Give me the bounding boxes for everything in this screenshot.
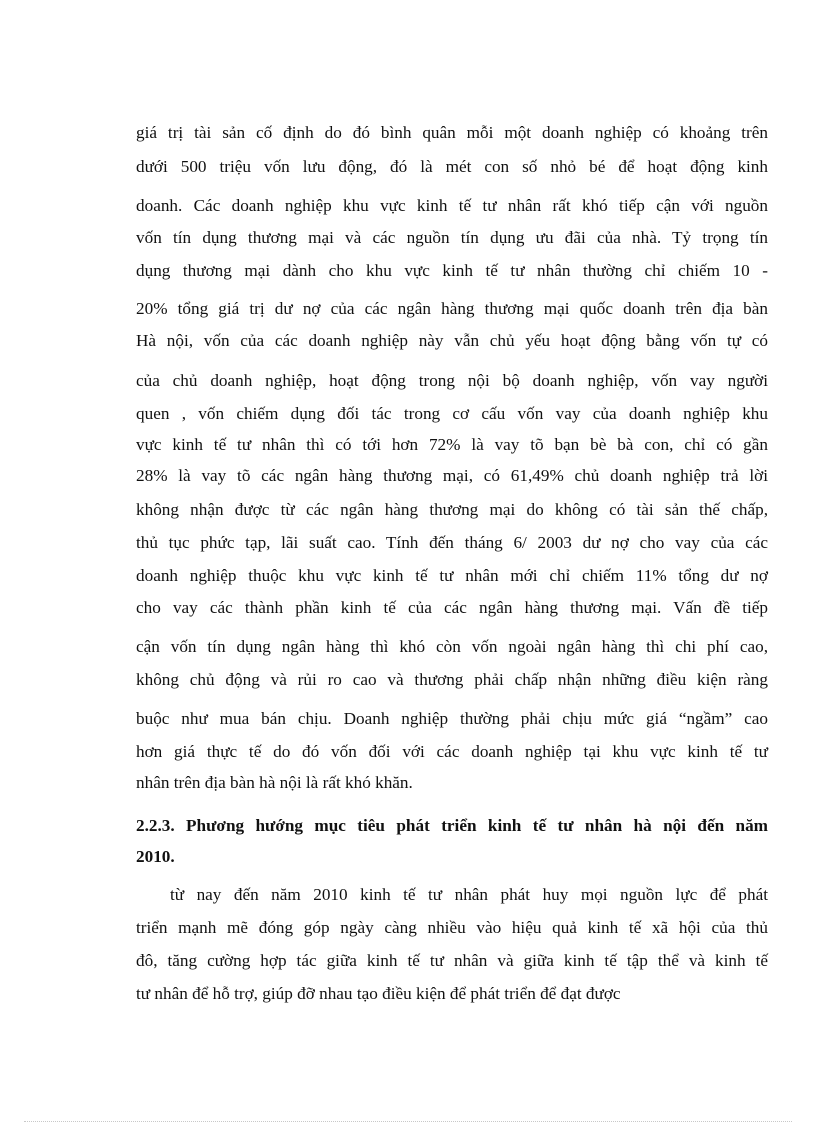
paragraph-line: Hà nội, vốn của các doanh nghiệp này vẫn chủ yếu hoạt động bằng vốn tự có	[136, 331, 768, 350]
paragraph-line: triển mạnh mẽ đóng góp ngày càng nhiều vào hiệu quả kinh tế xã hội của thủ	[136, 918, 768, 937]
paragraph-line: đô, tăng cường hợp tác giữa kinh tế tư nhân và giữa kinh tế tập thể và kinh tế	[136, 951, 768, 970]
paragraph-line: nhân trên địa bàn hà nội là rất khó khăn.	[136, 773, 413, 792]
paragraph-line: không chủ động và rủi ro cao và thương phải chấp nhận những điều kiện ràng	[136, 670, 768, 689]
paragraph-line: hơn giá thực tế do đó vốn đối với các doanh nghiệp tại khu vực kinh tế tư	[136, 742, 768, 761]
paragraph-line: dụng thương mại dành cho khu vực kinh tế tư nhân thường chỉ chiếm 10 -	[136, 261, 768, 280]
paragraph-line: vực kinh tế tư nhân thì có tới hơn 72% là vay tõ bạn bè bà con, chỉ có gần	[136, 435, 768, 454]
section-heading-line: 2.2.3. Phương hướng mục tiêu phát triển kinh tế tư nhân hà nội đến năm	[136, 816, 768, 835]
paragraph-line: buộc như mua bán chịu. Doanh nghiệp thường phải chịu mức giá “ngầm” cao	[136, 709, 768, 728]
paragraph-line: cho vay các thành phần kinh tế của các ngân hàng thương mại. Vấn đề tiếp	[136, 598, 768, 617]
paragraph-line: thủ tục phức tạp, lãi suất cao. Tính đến tháng 6/ 2003 dư nợ cho vay của các	[136, 533, 768, 552]
page-bottom-divider	[24, 1121, 792, 1122]
paragraph-line: giá trị tài sản cố định do đó bình quân mỗi một doanh nghiệp có khoảng trên	[136, 123, 768, 142]
paragraph-line: 20% tổng giá trị dư nợ của các ngân hàng thương mại quốc doanh trên địa bàn	[136, 299, 768, 318]
paragraph-line: tư nhân để hỗ trợ, giúp đỡ nhau tạo điều kiện để phát triển để đạt được	[136, 984, 621, 1003]
paragraph-line: doanh. Các doanh nghiệp khu vực kinh tế tư nhân rất khó tiếp cận với nguồn	[136, 196, 768, 215]
paragraph-line: từ nay đến năm 2010 kinh tế tư nhân phát huy mọi nguồn lực để phát	[170, 885, 768, 904]
paragraph-line: quen , vốn chiếm dụng đối tác trong cơ cấu vốn vay của doanh nghiệp khu	[136, 404, 768, 423]
paragraph-line: của chủ doanh nghiệp, hoạt động trong nội bộ doanh nghiệp, vốn vay người	[136, 371, 768, 390]
paragraph-line: không nhận được từ các ngân hàng thương mại do không có tài sản thế chấp,	[136, 500, 768, 519]
paragraph-line: doanh nghiệp thuộc khu vực kinh tế tư nhân mới chỉ chiếm 11% tổng dư nợ	[136, 566, 768, 585]
paragraph-line: 28% là vay tõ các ngân hàng thương mại, có 61,49% chủ doanh nghiệp trả lời	[136, 466, 768, 485]
paragraph-line: dưới 500 triệu vốn lưu động, đó là mét con số nhỏ bé để hoạt động kinh	[136, 157, 768, 176]
section-heading-line: 2010.	[136, 847, 175, 866]
paragraph-line: cận vốn tín dụng ngân hàng thì khó còn vốn ngoài ngân hàng thì chi phí cao,	[136, 637, 768, 656]
paragraph-line: vốn tín dụng thương mại và các nguồn tín dụng ưu đãi của nhà. Tỷ trọng tín	[136, 228, 768, 247]
